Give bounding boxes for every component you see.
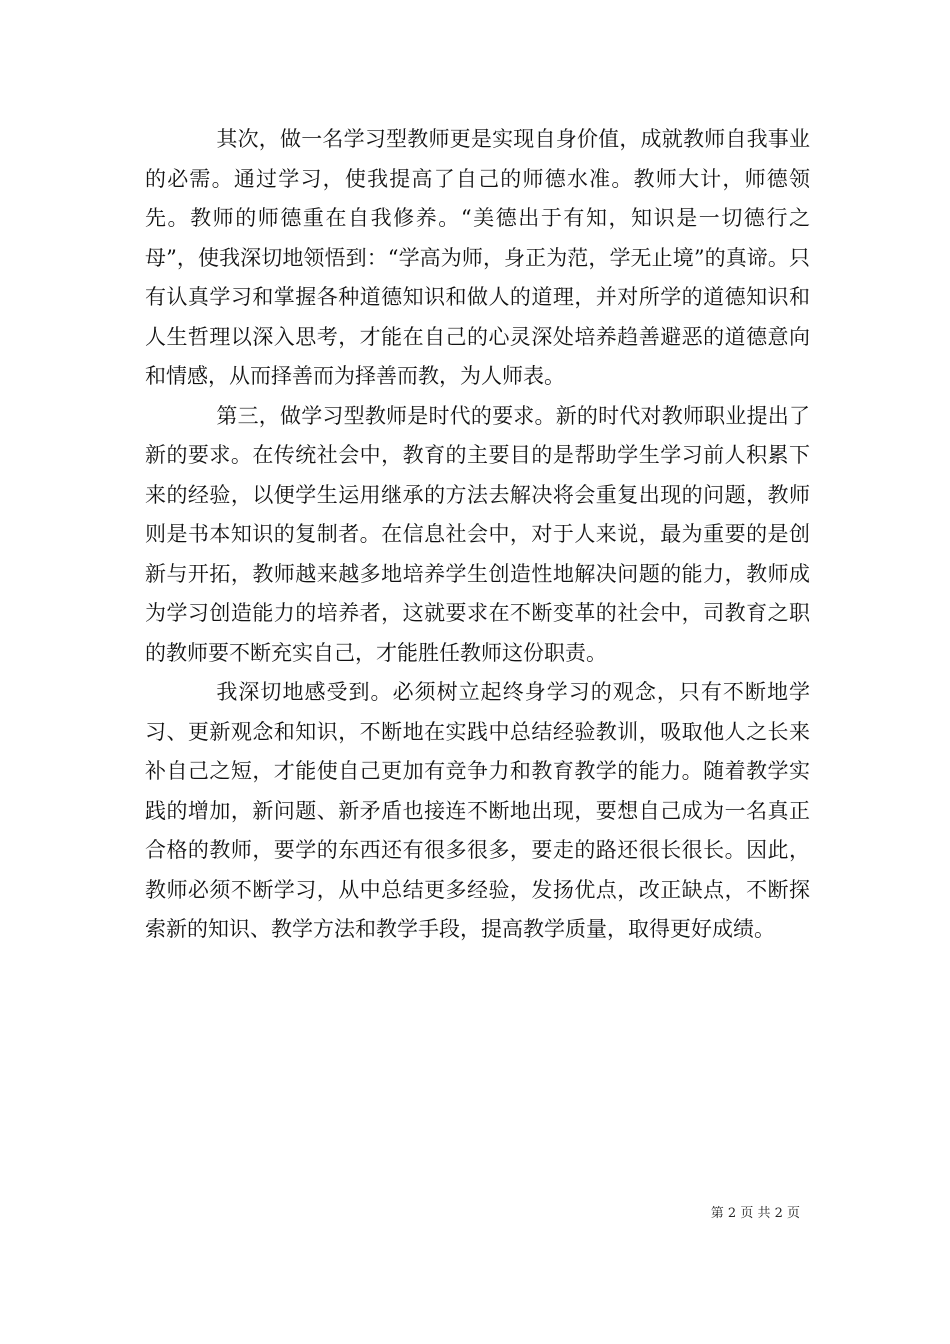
document-body (145, 120, 810, 950)
page-number-footer: 第 2 页 共 2 页 (710, 1206, 800, 1221)
paragraph-1: 其次，做一名学习型教师更是实现自身价值，成就教师自我事业的必需。通过学习，使我提高了自己的师德水准。教师大计，师德领先。教师的师德重在自我修养。“美德出于有知，知识是一切德行之母”，使我深切地领悟到：“学高为师，身正为范，学无止境”的真谛。只有认真学习和掌握各种道德知识和做人的道理，并对所学的道德知识和人生哲理以深入思考，才能在自己的心灵深处培养趋善避恶的道德意向和情感，从而择善而为择善而教，为人师表。 (145, 127, 810, 388)
paragraph-2: 第三，做学习型教师是时代的要求。新的时代对教师职业提出了新的要求。在传统社会中，教育的主要目的是帮助学生学习前人积累下来的经验，以便学生运用继承的方法去解决将会重复出现的问题，教师则是书本知识的复制者。在信息社会中，对于人来说，最为重要的是创新与开拓，教师越来越多地培养学生创造性地解决问题的能力，教师成为学习创造能力的培养者，这就要求在不断变革的社会中，司教育之职的教师要不断充实自己，才能胜任教师这份职责。 (145, 403, 810, 665)
paragraph-3: 我深切地感受到。必须树立起终身学习的观念，只有不断地学习、更新观念和知识，不断地在实践中总结经验教训，吸取他人之长来补自己之短，才能使自己更加有竞争力和教育教学的能力。随着教学实践的增加，新问题、新矛盾也接连不断地出现，要想自己成为一名真正合格的教师，要学的东西还有很多很多，要走的路还很长很长。因此，教师必须不断学习，从中总结更多经验，发扬优点，改正缺点，不断探索新的知识、教学方法和教学手段，提高教学质量，取得更好成绩。 (145, 680, 810, 941)
